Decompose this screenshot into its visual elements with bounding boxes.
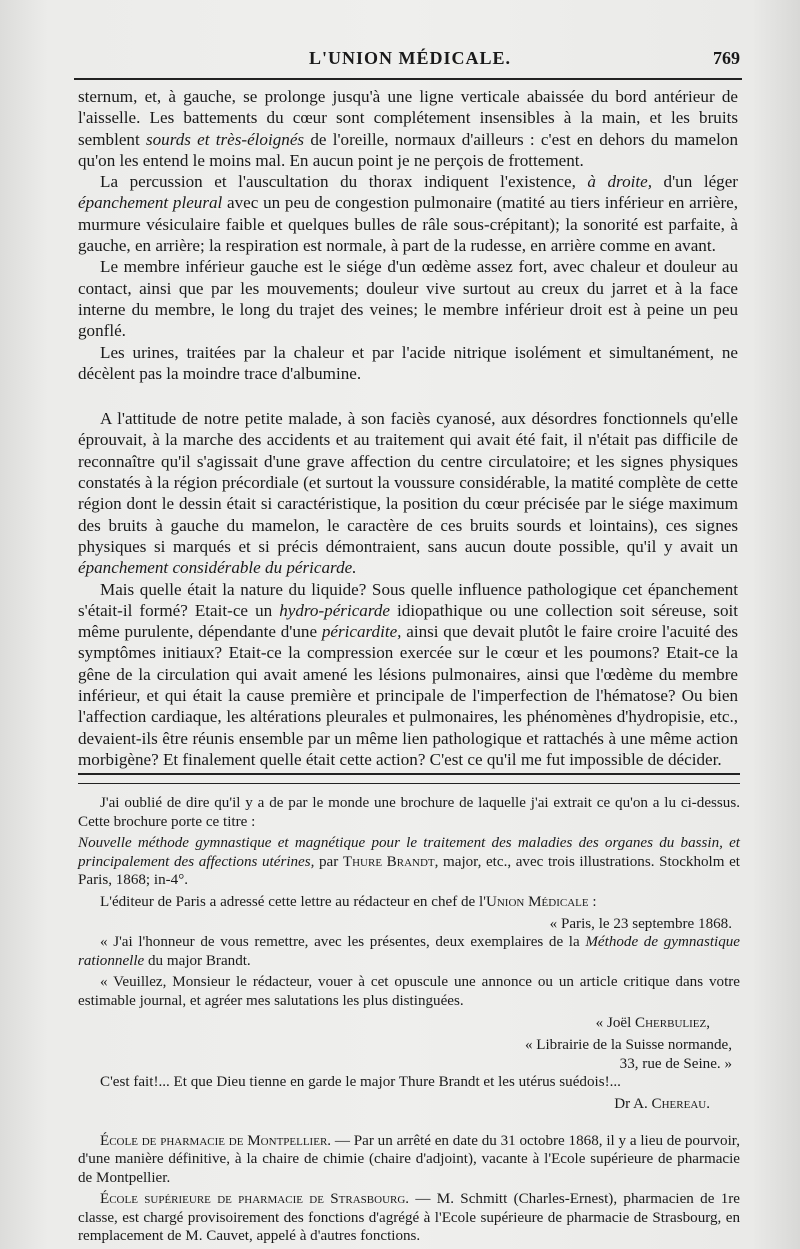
page-number: 769	[713, 48, 740, 68]
header-rule	[74, 78, 742, 80]
section-divider	[78, 773, 740, 784]
notes-section	[78, 794, 740, 1249]
letter-paragraph-1: « J'ai l'honneur de vous remettre, avec les présentes, deux exemplaires de la Méthode de gymnastique rationnelle du major Brandt.	[78, 934, 740, 969]
paragraph-5: A l'attitude de notre petite malade, à son faciès cyanosé, aux désordres fonctionnels qu'elle éprouvait, à la marche des accidents et au traitement qui avait été fait, il n'était pas difficile de reconnaître qu'il s'agissait d'une grave affection du centre circulatoire; et les signes physiques constatés à la région précordiale (et surtout la voussure considérable, la matité complète de cette région dont le dessin était si caractéristique, la position du cœur précisée par le siége maximum des bruits à gauche du mamelon, le caractère de ces bruits sourds et lointains), ces signes physiques si marqués et si précis démontraient, sans aucun doute possible, qu'il y avait un épanchement considérable du péricarde.	[78, 409, 738, 578]
paragraph-4: Les urines, traitées par la chaleur et par l'acide nitrique isolément et simultanément, ne décèlent pas la moindre trace d'albumine.	[78, 342, 738, 383]
running-title: L'UNION MÉDICALE.	[308, 48, 512, 68]
article-body	[78, 86, 738, 770]
page-header	[80, 44, 740, 74]
paragraph-gap	[78, 384, 738, 408]
news-strasbourg: École supérieure de pharmacie de Strasbourg. — M. Schmitt (Charles-Ernest), pharmacien de 1re classe, est chargé provisoirement des fonctions d'agrégé à l'Ecole supérieure de pharmacie de Strasbourg, en remplacement de M. Cauvet, appelé à d'autres fonctions.	[78, 1191, 740, 1245]
news-montpellier: École de pharmacie de Montpellier. — Par un arrêté en date du 31 octobre 1868, il y a lieu de pourvoir, d'une manière définitive, à la chaire de chimie (chaire d'adjoint), vacante à l'Ecole supérieure de pharmacie de Montpellier.	[78, 1132, 740, 1186]
paragraph-3: Le membre inférieur gauche est le siége d'un œdème assez fort, avec chaleur et douleur au contact, ainsi que par les mouvements; douleur vive surtout au creux du jarret et à la face interne du membre, le long du trajet des veines; le membre inférieur droit est à peine un peu gonflé.	[78, 257, 738, 341]
author-signature: Dr A. Chereau.	[614, 1095, 710, 1112]
paragraph-6: Mais quelle était la nature du liquide? Sous quelle influence pathologique cet épanchement s'était-il formé? Etait-ce un hydro-péricarde idiopathique ou une collection soit séreuse, soit même purulente, dépendante d'une péricardite, ainsi que devait plutôt le faire croire l'acuité des symptômes initiaux? Etait-ce la compression exercée sur le cœur et les poumons? Etait-ce la gêne de la circulation qui avait amené les lésions pulmonaires, ainsi que l'œdème du membre inférieur, et qui était la cause première et principale de l'imperfection de l'hématose? Ou bien l'affection cardiaque, les altérations pleurales et pulmonaires, les phénomènes d'hydropisie, etc., devaient-ils être réunis ensemble par un même lien pathologique et rattachés à une même action morbigène? Et finalement quelle était cette action? C'est ce qu'il me fut impossible de décider.	[78, 579, 738, 769]
letter-signature-bookshop: « Librairie de la Suisse normande,	[524, 1037, 732, 1054]
book-title-note: Nouvelle méthode gymnastique et magnétique pour le traitement des maladies des organes du bassin, et principalement des affections utérines, par Thure Brandt, major, etc., avec trois illustrations. Stockholm et Paris, 1868; in-4°.	[78, 835, 740, 889]
letter-paragraph-2: « Veuillez, Monsieur le rédacteur, vouer à cet opuscule une annonce ou un article critique dans votre estimable journal, et agréer mes salutations les plus distinguées.	[78, 974, 740, 1009]
letter-signature-address: 33, rue de Seine. »	[619, 1055, 732, 1072]
letter-signature-name: « Joël Cherbuliez,	[595, 1014, 710, 1031]
paragraph-1: sternum, et, à gauche, se prolonge jusqu'à une ligne verticale abaissée du bord antérieur de l'aisselle. Les battements du cœur sont complétement insensibles à la main, et les bruits semblent sourds et très-éloignés de l'oreille, normaux d'ailleurs : c'est en dehors du mamelon qu'on les entend le moins mal. En aucun point je ne perçois de frottement.	[78, 87, 738, 170]
note-intro: J'ai oublié de dire qu'il y a de par le monde une brochure de laquelle j'ai extrait ce qu'on a lu ci-dessus. Cette brochure porte ce titre :	[78, 795, 740, 830]
paragraph-2: La percussion et l'auscultation du thorax indiquent l'existence, à droite, d'un léger épanchement pleural avec un peu de congestion pulmonaire (matité au tiers inférieur en arrière, murmure vésiculaire faible et quelques bulles de râle sous-crépitant); la sonorité est parfaite, à gauche, en arrière; la respiration est normale, à part de la rudesse, en arrière comme en avant.	[78, 172, 739, 256]
editor-note: L'éditeur de Paris a adressé cette lettre au rédacteur en chef de l'Union Médicale :	[100, 893, 597, 910]
letter-date: « Paris, le 23 septembre 1868.	[549, 915, 732, 932]
notes-separator	[78, 1118, 740, 1132]
closing-remark: C'est fait!... Et que Dieu tienne en garde le major Thure Brandt et les utérus suédois!...	[100, 1074, 621, 1091]
